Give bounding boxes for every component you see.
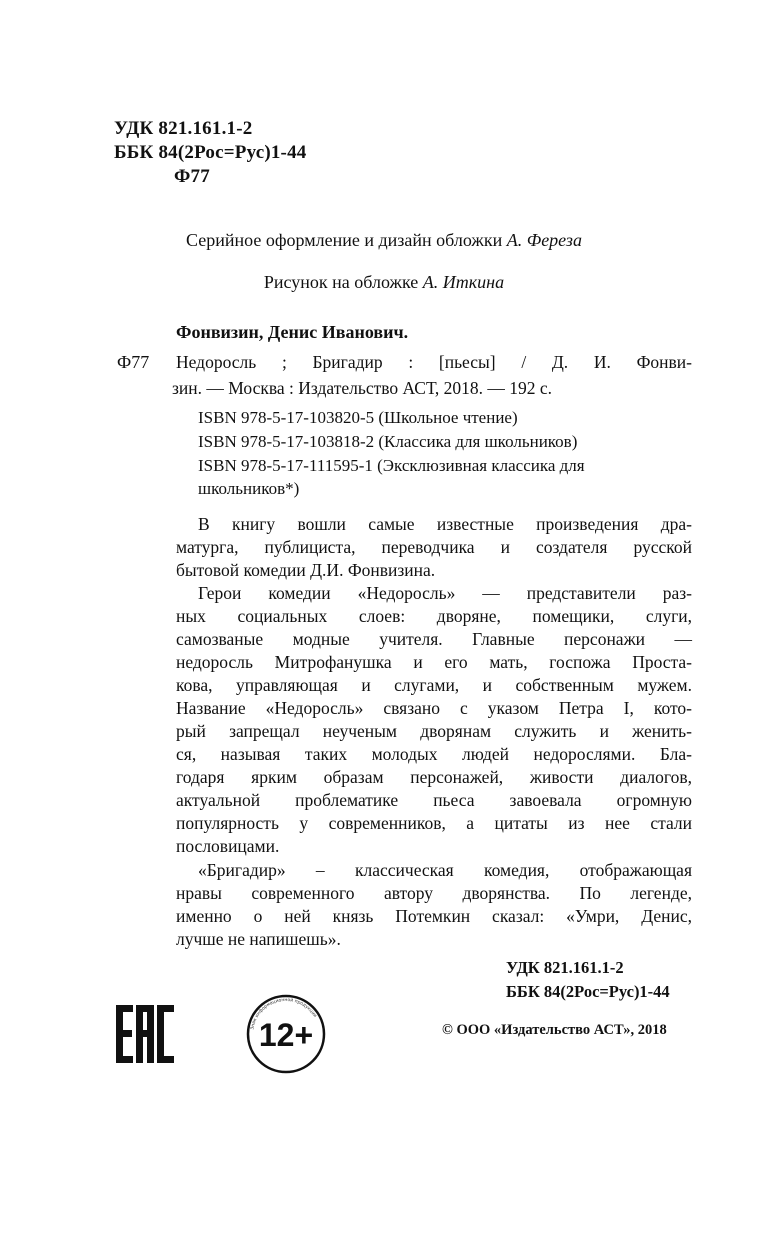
series-designer-name: А. Фереза bbox=[506, 230, 582, 250]
annotation-line: популярность у современников, а цитаты из нее стали bbox=[176, 813, 692, 833]
annotation-line: нравы современного автору дворянства. По легенде, bbox=[176, 883, 692, 903]
annotation-line: кова, управляющая и слугами, и собственным мужем. bbox=[176, 675, 692, 695]
annotation-line: годаря ярким образам персонажей, живости диалогов, bbox=[176, 767, 692, 787]
catalog-description-line: Недоросль ; Бригадир : [пьесы] / Д. И. Фонви- bbox=[176, 352, 692, 372]
isbn-line: ISBN 978-5-17-103820-5 (Школьное чтение) bbox=[198, 408, 518, 427]
author-mark: Ф77 bbox=[174, 166, 210, 187]
annotation-line: Герои комедии «Недоросль» — представители раз- bbox=[198, 583, 692, 603]
annotation-line: недоросль Митрофанушка и его мать, госпожа Проста- bbox=[176, 652, 692, 672]
cover-drawing-credit bbox=[0, 272, 768, 293]
annotation-line: «Бригадир» – классическая комедия, отображающая bbox=[198, 860, 692, 880]
annotation-line: бытовой комедии Д.И. Фонвизина. bbox=[176, 560, 436, 580]
svg-text:Знак информационной продукции: Знак информационной продукции bbox=[250, 997, 318, 1031]
annotation-line: матурга, публициста, переводчика и создателя русской bbox=[176, 537, 692, 557]
udk-code: УДК 821.161.1-2 bbox=[114, 118, 253, 139]
annotation-line: актуальной проблематике пьеса завоевала огромную bbox=[176, 790, 692, 810]
cover-drawing-prefix: Рисунок на обложке bbox=[263, 272, 423, 292]
age-rating-badge bbox=[238, 994, 334, 1074]
isbn-line: ISBN 978-5-17-103818-2 (Классика для школьников) bbox=[198, 432, 578, 451]
catalog-author: Фонвизин, Денис Иванович. bbox=[176, 322, 409, 342]
annotation-line: Название «Недоросль» связано с указом Петра I, кото- bbox=[176, 698, 692, 718]
series-design-prefix: Серийное оформление и дизайн обложки bbox=[186, 230, 507, 250]
annotation-line: самозваные модные учителя. Главные персонажи — bbox=[176, 629, 692, 649]
annotation-line: пословицами. bbox=[176, 836, 280, 856]
cover-artist-name: А. Иткина bbox=[422, 272, 505, 292]
annotation-line: именно о ней князь Потемкин сказал: «Умри, Денис, bbox=[176, 906, 692, 926]
age-rating-text: 12+ bbox=[258, 1017, 314, 1053]
annotation-line: ся, называя таких молодых людей недорослями. Бла- bbox=[176, 744, 692, 764]
copyright: © ООО «Издательство АСТ», 2018 bbox=[442, 1022, 667, 1038]
isbn-line: школьников*) bbox=[198, 479, 300, 498]
bbk-code: ББК 84(2Рос=Рус)1-44 bbox=[114, 142, 307, 163]
annotation-line: лучше не напишешь». bbox=[176, 929, 341, 949]
annotation-line: В книгу вошли самые известные произведения дра- bbox=[198, 514, 692, 534]
annotation-line: рый запрещал неученым дворянам служить и женить- bbox=[176, 721, 692, 741]
catalog-description-line: зин. — Москва : Издательство АСТ, 2018. — 192 с. bbox=[172, 378, 553, 398]
annotation-line: ных социальных слоев: дворяне, помещики, слуги, bbox=[176, 606, 692, 626]
udk-code-bottom: УДК 821.161.1-2 bbox=[506, 958, 624, 977]
bbk-code-bottom: ББК 84(2Рос=Рус)1-44 bbox=[506, 982, 670, 1001]
catalog-code: Ф77 bbox=[117, 352, 150, 372]
isbn-line: ISBN 978-5-17-111595-1 (Эксклюзивная классика для bbox=[198, 456, 585, 475]
eac-mark-icon bbox=[114, 1003, 176, 1065]
series-design-credit bbox=[0, 230, 768, 251]
